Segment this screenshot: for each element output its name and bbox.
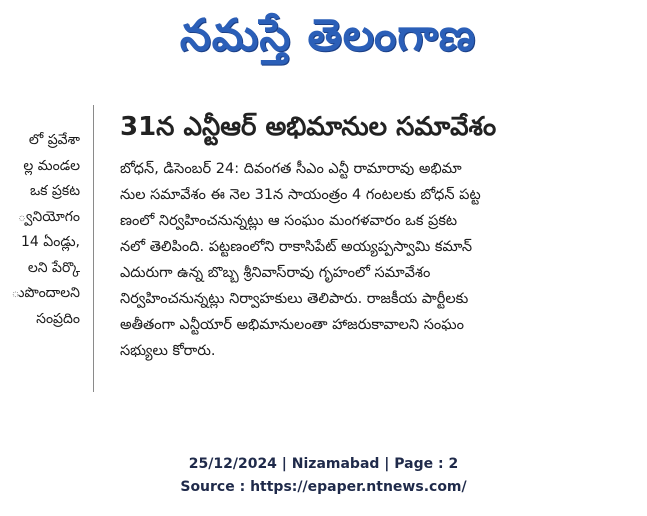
left-column-line: ్వనియోగం	[17, 208, 80, 225]
left-column-line: ల్ల మండల	[23, 157, 80, 174]
article-line: సభ్యులు కోరారు.	[120, 343, 216, 359]
article-line: నిర్వహించనున్నట్లు నిర్వాహకులు తెలిపారు. రాజకీయ పార్టీలకు	[120, 291, 469, 307]
article-headline: 31న ఎన్టీఆర్ అభిమానుల సమావేశం	[120, 112, 497, 142]
column-divider	[93, 105, 94, 392]
article-line: బోధన్, డిసెంబర్ 24: దివంగత సీఎం ఎన్టీ రామారావు అభిమా	[120, 161, 462, 177]
article-line: ణంలో నిర్వహించనున్నట్లు ఆ సంఘం మంగళవారం ఒక ప్రకట	[120, 213, 458, 229]
left-column-line: ుపొందాలని	[11, 285, 80, 301]
article-line: నుల సమావేశం ఈ నెల 31న సాయంత్రం 4 గంటలకు బోధన్ పట్ట	[120, 187, 481, 203]
left-column-line: సంప్రదిం	[36, 310, 80, 327]
newspaper-masthead: నమస్తే తెలంగాణ	[179, 10, 477, 61]
article-body	[120, 156, 570, 364]
article-line: ఎదురుగా ఉన్న బొబ్బ శ్రీనివాస్‌రావు గృహంలో సమావేశం	[120, 265, 431, 281]
left-column-line: లో ప్రవేశా	[28, 132, 80, 148]
left-column-clipped-text	[0, 128, 80, 358]
article-line: నలో తెలిపింది. పట్టణంలోని రాకాసిపేట్ అయ్యప్పస్వామి కమాన్	[120, 239, 473, 255]
footer-date-edition: 25/12/2024 | Nizamabad | Page : 2	[188, 456, 459, 472]
left-column-line: లని పేర్కొ	[27, 259, 80, 276]
article-line: అతీతంగా ఎన్టీయార్ అభిమానులంతా హాజరుకావాలని సంఘం	[120, 317, 464, 333]
left-column-line: 14 ఏండ్లు,	[21, 234, 80, 250]
footer-source: Source : https://epaper.ntnews.com/	[180, 479, 467, 495]
left-column-line: ఒక ప్రకట	[29, 183, 80, 199]
